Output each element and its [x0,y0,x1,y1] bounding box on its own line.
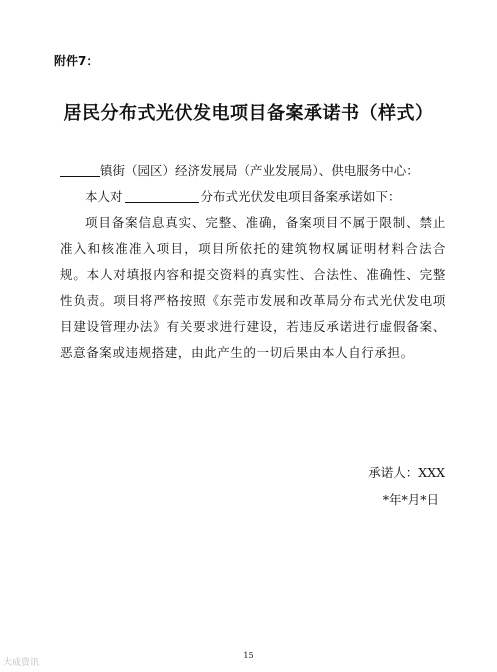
statement-prefix: 本人对 [85,189,123,204]
attachment-label: 附件7： [54,54,99,68]
addressee-text: 镇街（园区）经济发展局（产业发展局）、供电服务中心： [100,163,419,178]
page-number: 15 [243,651,254,660]
document-title: 居民分布式光伏发电项目备案承诺书（样式） [63,103,434,124]
signer-line: 承诺人：XXX [368,465,445,480]
date-line: *年*月*日 [382,492,439,507]
blank-field-town [60,162,100,177]
watermark: 大成资讯 [3,658,40,668]
commitment-paragraph: 项目备案信息真实、完整、准确，备案项目不属于限制、禁止准入和核准准入项目，项目所依托的建筑物权属证明材料合法合规。本人对填报内容和提交资料的真实性、合法性、准确性、完整性负责。项目将严格按照《东莞市发展和改革局分布式光伏发电项目建设管理办法》有关要求进行建设，若违反承诺进行虚假备案、恶意备案或违规搭建，由此产生的一切后果由本人自行承担。 [60,215,446,360]
document-body [60,158,446,366]
statement-suffix: 分布式光伏发电项目备案承诺如下： [200,189,401,204]
addressee-line [60,158,446,184]
blank-field-name [125,188,199,203]
statement-line [60,184,446,210]
